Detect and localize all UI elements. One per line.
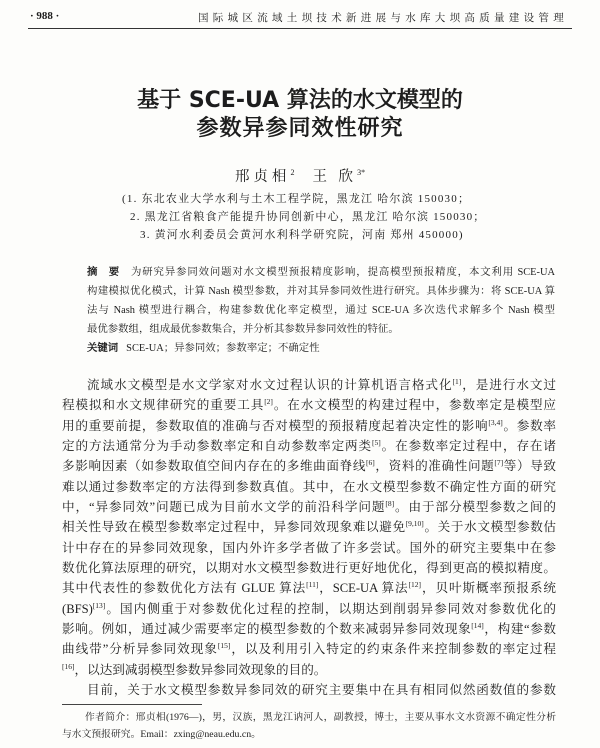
text-run: 等）导致 <box>503 459 556 474</box>
page-number: · 988 · <box>30 10 60 22</box>
paper-title-line-1: 基于 SCE-UA 算法的水文模型的 <box>137 88 463 113</box>
text-run: 计中存在的异参同效现象，国内外许多学者做了许多尝试。国外的研究主要集中在参 <box>62 540 556 555</box>
text-run: 其中代表性的参数优化方法有 GLUE 算法 <box>62 581 307 596</box>
abstract-label: 摘 要 <box>87 266 124 278</box>
text-run: 曲线带”分析异参同效现象 <box>62 642 218 657</box>
body-line <box>62 639 556 659</box>
citation-ref: [14] <box>471 620 484 630</box>
body-line <box>62 416 556 436</box>
text-run: 流域水文模型是水文学家对水文过程认识的计算机语言格式化 <box>87 378 453 392</box>
author-list <box>0 165 600 186</box>
body-text <box>62 375 556 700</box>
text-run: 。在参数率定过程中，存在诸 <box>380 438 557 453</box>
text-run: 中，“异参同效”问题已成为目前水文学的前沿科学问题 <box>62 499 386 514</box>
citation-ref: [7] <box>494 458 504 468</box>
citation-ref: [16] <box>62 661 75 671</box>
keywords <box>87 339 555 358</box>
abstract-line: 最优参数组，组成最优参数集合，并分析其参数异参同效性的特征。 <box>87 324 399 335</box>
text-run: 难以通过参数率定的方法得到参数真值。其中，在水文模型参数不确定性方面的研究 <box>62 479 556 494</box>
author-affiliation-mark: 3* <box>357 168 366 177</box>
text-run: 目前，关于水文模型参数异参同效的研究主要集中在具有相同似然函数值的参数 <box>87 682 556 697</box>
text-run: ，构建“参数 <box>483 621 557 636</box>
text-run: 。国内侧重于对参数优化过程的控制，以期达到削弱异参同效对参数优化的 <box>105 601 556 616</box>
text-run: 。在水文模型的构建过程中，参数率定是模型应 <box>272 398 557 413</box>
text-run: ，以达到减弱模型参数异参同效现象的目的。 <box>74 662 327 677</box>
body-line <box>62 558 556 578</box>
abstract-line: 法与 Nash 模型进行耦合，构建参数优化率定模型，通过 SCE-UA 多次迭代求解多个 Nash 模型 <box>87 305 555 316</box>
affiliation-line: 3. 黄河水利委员会黄河水利科学研究院，河南 郑州 450000) <box>140 229 464 241</box>
text-run: 影响。例如，通过减少需要率定的模型参数的个数来减弱异参同效现象 <box>62 621 472 636</box>
affiliation-line: (1. 东北农业大学水利与土木工程学院，黑龙江 哈尔滨 150030； <box>122 193 471 205</box>
text-run: 数优化算法原理的研究，以期对水文模型参数进行更好地优化，得到更高的模拟精度。 <box>62 560 556 575</box>
text-run: 相关性导致在模型参数率定过程中，异参同效现象难以避免 <box>62 520 406 535</box>
author-name: 邢贞相 <box>234 169 291 185</box>
affiliation-line: 2. 黑龙江省粮食产能提升协同创新中心，黑龙江 哈尔滨 150030； <box>130 211 486 223</box>
citation-ref: [9,10] <box>405 519 424 529</box>
footnote-rule <box>62 704 202 705</box>
body-line <box>62 436 556 456</box>
author-affiliation-mark: 2 <box>290 168 295 177</box>
running-title: 国际城区流域土坝技术新进展与水库大坝高质量建设管理 <box>198 12 568 24</box>
body-line <box>62 599 556 619</box>
footnote <box>62 709 556 743</box>
text-run: 。由于部分模型参数之间的 <box>394 499 556 514</box>
footnote-line: 与水文预报研究。Email：zxing@neau.edu.cn。 <box>62 729 261 740</box>
text-run: ，是进行水文过 <box>461 378 557 392</box>
body-line <box>62 660 556 680</box>
citation-ref: [11] <box>306 580 319 590</box>
citation-ref: [15] <box>217 641 231 651</box>
text-run: 定的方法通常分为手动参数率定和自动参数率定两类 <box>62 438 373 453</box>
text-run: 。参数率 <box>502 418 557 433</box>
body-line <box>62 517 556 537</box>
citation-ref: [8] <box>385 498 395 508</box>
citation-ref: [3,4] <box>488 417 503 427</box>
body-line <box>62 456 556 476</box>
body-line <box>62 680 556 700</box>
citation-ref: [13] <box>92 600 106 610</box>
text-run: ，SCE-UA 算法 <box>318 581 409 596</box>
text-run: (BFS) <box>62 601 93 616</box>
footnote-line: 作者简介：邢贞相(1976—)，男，汉族，黑龙江讷河人，副教授，博士，主要从事水文水资源不确定性分析 <box>85 712 556 723</box>
paper-title-line-2: 参数异参同效性研究 <box>196 116 404 141</box>
abstract <box>87 263 555 358</box>
text-run: 多影响因素（如参数取值空间内存在的多维曲面脊线 <box>62 459 367 474</box>
citation-ref: [1] <box>452 377 462 386</box>
abstract-line <box>87 263 555 282</box>
body-line <box>62 395 556 415</box>
body-line <box>62 497 556 517</box>
text-run: ，贝叶斯概率预报系统 <box>421 581 557 596</box>
text-run: ，资料的准确性问题 <box>374 459 495 474</box>
body-line <box>62 477 556 497</box>
text-run: 程模拟和水文规律研究的重要工具 <box>62 398 265 413</box>
body-line <box>62 619 556 639</box>
citation-ref: [6] <box>366 458 375 468</box>
body-line <box>62 375 556 395</box>
body-line <box>62 538 556 558</box>
header-rule <box>28 28 572 29</box>
citation-ref: [5] <box>372 437 381 447</box>
text-run: 。关于水文模型参数估 <box>423 520 556 535</box>
author-name: 王 欣 <box>312 169 358 185</box>
body-line <box>62 578 556 598</box>
abstract-line: 构建模拟优化模式，计算 Nash 模型参数，并对其异参同效性进行研究。具体步骤为：将 SCE-UA 算 <box>87 286 555 297</box>
keywords-text: SCE-UA；异参同效；参数率定；不确定性 <box>126 343 320 354</box>
keywords-label: 关键词 <box>87 342 119 354</box>
citation-ref: [12] <box>408 580 422 590</box>
text-run: ，以及利用引入特定的约束条件来控制参数的率定过程 <box>230 642 557 657</box>
citation-ref: [2] <box>264 397 273 407</box>
text-run: 用的重要前提，参数取值的准确与否对模型的预报精度起着决定性的影响 <box>62 418 489 433</box>
abstract-text: 为研究异参同效问题对水文模型预报精度影响，提高模型预报精度，本文利用 SCE-UA <box>131 267 555 278</box>
